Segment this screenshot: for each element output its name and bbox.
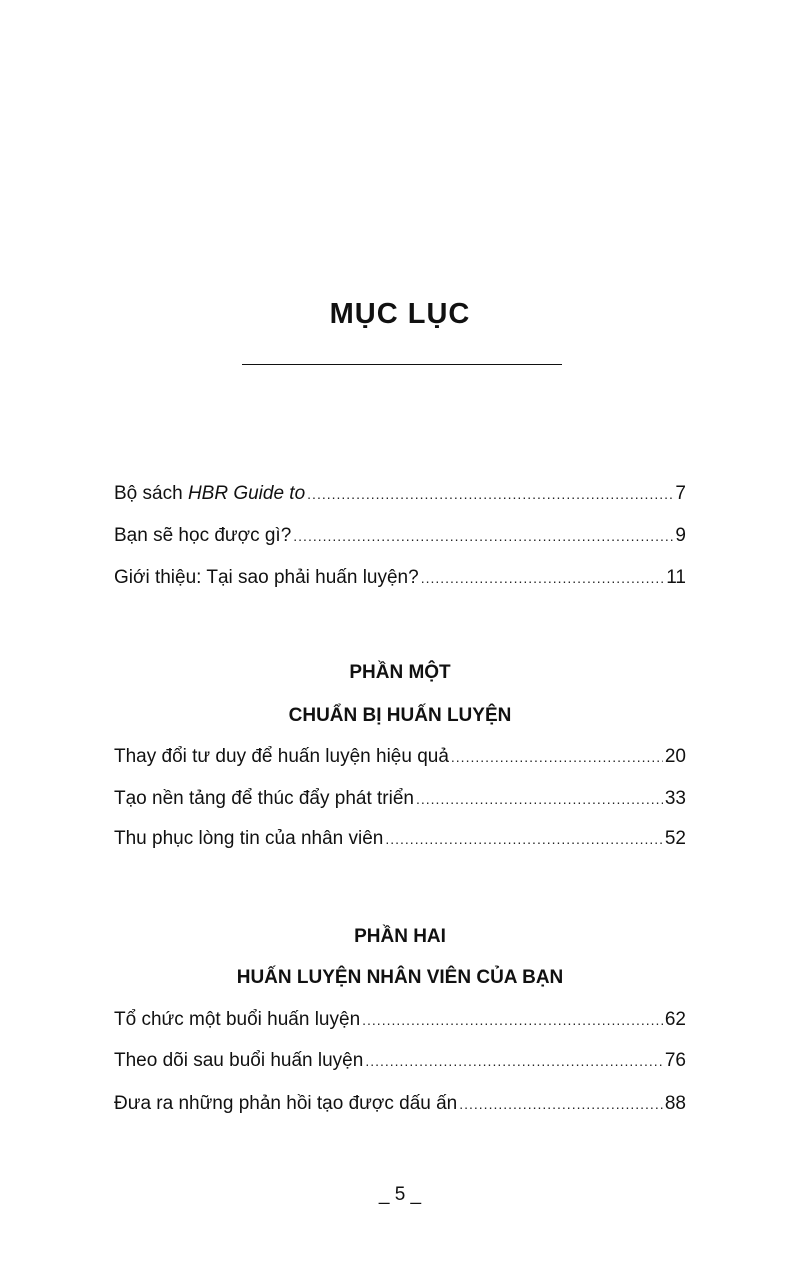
toc-entry-give-feedback[interactable] <box>114 1090 686 1118</box>
dot-leader <box>362 1006 663 1034</box>
toc-entry-label: Bạn sẽ học được gì? <box>114 525 292 546</box>
toc-entry-page: 9 <box>675 525 686 546</box>
toc-entry-what-you-learn[interactable] <box>114 522 686 550</box>
toc-entry-introduction[interactable] <box>114 564 686 592</box>
dot-leader <box>365 1047 663 1075</box>
part-two-label: PHẦN HAI <box>354 926 446 947</box>
toc-entry-page: 76 <box>664 1050 686 1071</box>
toc-entry-page: 20 <box>664 746 686 767</box>
toc-entry-page: 7 <box>675 483 686 504</box>
toc-entry-page: 33 <box>664 788 686 809</box>
dot-leader <box>307 480 673 508</box>
toc-entry-organize-session[interactable] <box>114 1006 686 1034</box>
toc-entry-page: 52 <box>664 828 686 849</box>
dot-leader <box>293 522 673 550</box>
toc-entry-label: Thay đổi tư duy để huấn luyện hiệu quả <box>114 746 449 767</box>
dot-leader <box>451 743 663 771</box>
toc-entry-change-mindset[interactable] <box>114 743 686 771</box>
part-two-title: HUẤN LUYỆN NHÂN VIÊN CỦA BẠN <box>236 967 564 988</box>
toc-entry-label: Tạo nền tảng để thúc đẩy phát triển <box>114 788 414 809</box>
part-one-label: PHẦN MỘT <box>349 662 451 683</box>
toc-entry-label: Bộ sách HBR Guide to <box>114 483 306 504</box>
toc-entry-build-foundation[interactable] <box>114 785 686 813</box>
toc-entry-label: Thu phục lòng tin của nhân viên <box>114 828 384 849</box>
toc-entry-page: 11 <box>666 567 686 588</box>
title-divider <box>242 364 562 365</box>
toc-entry-label: Đưa ra những phản hồi tạo được dấu ấn <box>114 1093 458 1114</box>
dot-leader <box>385 825 663 853</box>
page-number: _ 5 _ <box>378 1184 422 1205</box>
page-title: MỤC LỤC <box>329 298 471 330</box>
dot-leader <box>416 785 663 813</box>
toc-entry-label: Giới thiệu: Tại sao phải huấn luyện? <box>114 567 419 588</box>
toc-entry-follow-up[interactable] <box>114 1047 686 1075</box>
toc-entry-label: Tổ chức một buổi huấn luyện <box>114 1009 361 1030</box>
toc-entry-earn-trust[interactable] <box>114 825 686 853</box>
part-one-title: CHUẨN BỊ HUẤN LUYỆN <box>288 705 512 726</box>
toc-entry-page: 88 <box>664 1093 686 1114</box>
toc-entry-page: 62 <box>664 1009 686 1030</box>
dot-leader <box>421 564 665 592</box>
dot-leader <box>459 1090 663 1118</box>
toc-entry-label: Theo dõi sau buổi huấn luyện <box>114 1050 364 1071</box>
toc-entry-hbr-guide[interactable] <box>114 480 686 508</box>
